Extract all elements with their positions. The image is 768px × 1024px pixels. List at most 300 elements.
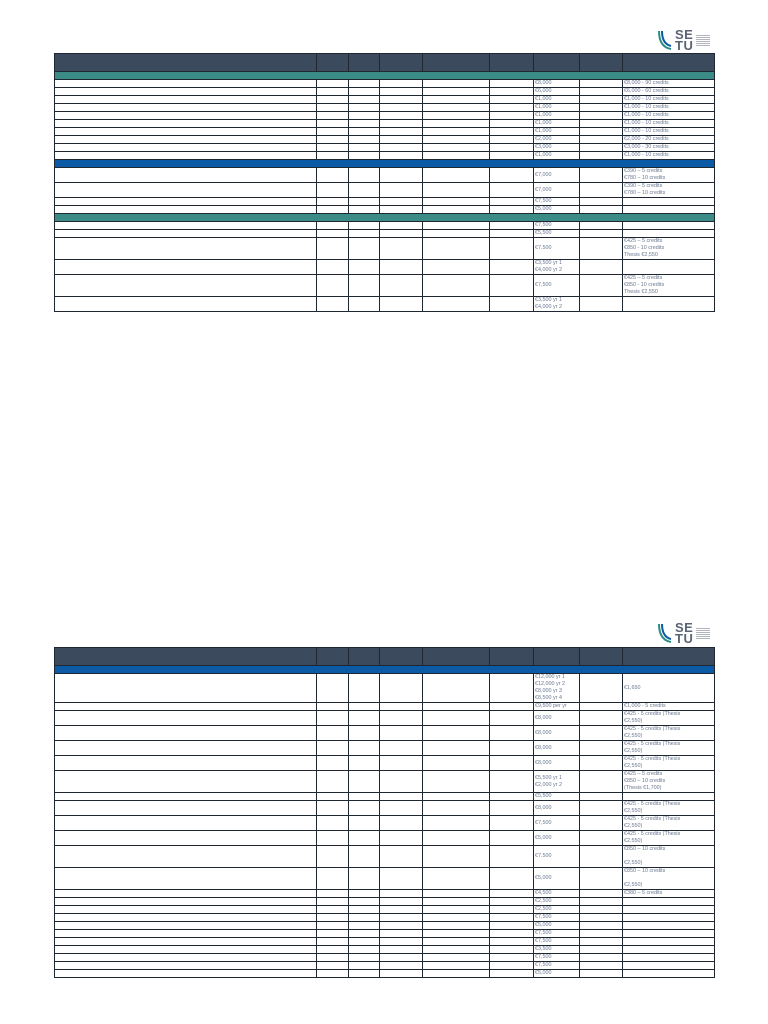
table-cell (490, 868, 534, 890)
table-cell (490, 946, 534, 954)
table-cell (380, 962, 423, 970)
module-line (624, 875, 713, 882)
fee-line: €12,000 yr 1 (535, 674, 565, 680)
table-cell (55, 275, 317, 297)
header-cell (580, 54, 623, 72)
table-cell (380, 297, 423, 312)
fee-line: €6,000 (535, 88, 552, 94)
table-cell (580, 80, 623, 88)
table-cell (349, 711, 380, 726)
table-cell (317, 703, 349, 711)
table-cell (423, 938, 490, 946)
module-fee-cell (623, 946, 715, 954)
table-cell (55, 868, 317, 890)
fee-line: €7,000 (535, 186, 552, 193)
table-cell (55, 898, 317, 906)
table-cell (317, 80, 349, 88)
header-cell (423, 648, 490, 666)
table-cell (349, 816, 380, 831)
table-cell (55, 674, 317, 703)
table-cell (423, 238, 490, 260)
module-fee-cell (623, 801, 715, 816)
table-cell (580, 206, 623, 214)
table-cell (380, 128, 423, 136)
logo-text-bottom: TU (675, 38, 694, 53)
module-line (624, 853, 713, 860)
table-cell (55, 238, 317, 260)
table-cell (490, 846, 534, 868)
fee-cell (534, 104, 580, 112)
table-cell (55, 198, 317, 206)
fee-cell (534, 962, 580, 970)
table-cell (580, 793, 623, 801)
table-cell (423, 970, 490, 978)
fee-cell (534, 793, 580, 801)
table-cell (349, 906, 380, 914)
table-cell (380, 930, 423, 938)
table-cell (317, 112, 349, 120)
table-cell (55, 946, 317, 954)
module-fee-cell (623, 104, 715, 112)
table-cell (349, 954, 380, 962)
fee-line: €1,000 (535, 112, 552, 118)
table-cell (317, 771, 349, 793)
table-cell (349, 275, 380, 297)
fee-cell (534, 946, 580, 954)
table-cell (490, 890, 534, 898)
table-cell (380, 890, 423, 898)
table-cell (380, 183, 423, 198)
module-line: €380 – 5 credits (624, 890, 663, 896)
fee-line: €8,000 (535, 804, 552, 811)
table-cell (423, 914, 490, 922)
table-row (55, 275, 715, 297)
module-line: €425 – 5 credits (624, 238, 663, 244)
table-cell (380, 152, 423, 160)
section-band-blue (55, 666, 715, 674)
table-cell (55, 726, 317, 741)
table-cell (349, 260, 380, 275)
table-cell (317, 230, 349, 238)
table-cell (317, 906, 349, 914)
table-row (55, 222, 715, 230)
fee-line: €9,500 per yr (535, 703, 567, 709)
table-cell (580, 816, 623, 831)
fee-cell (534, 831, 580, 846)
section-band-cell (55, 72, 715, 80)
table-cell (380, 801, 423, 816)
module-fee-cell (623, 831, 715, 846)
fee-line: €7,500 (535, 962, 552, 968)
fee-cell (534, 816, 580, 831)
table-cell (423, 946, 490, 954)
table-cell (317, 868, 349, 890)
table-cell (580, 198, 623, 206)
module-fee-cell (623, 756, 715, 771)
table-cell (490, 793, 534, 801)
header-cell (623, 648, 715, 666)
table-cell (55, 922, 317, 930)
table-cell (317, 726, 349, 741)
table-row (55, 890, 715, 898)
table-row (55, 726, 715, 741)
table-cell (349, 128, 380, 136)
module-line: €425 – 5 credits (624, 275, 663, 281)
table-cell (55, 144, 317, 152)
table-cell (490, 260, 534, 275)
table-row (55, 88, 715, 96)
header-cell (490, 648, 534, 666)
module-fee-cell (623, 898, 715, 906)
table-cell (317, 96, 349, 104)
table-cell (490, 771, 534, 793)
module-fee-cell (623, 152, 715, 160)
fee-line: €8,500 yr 4 (535, 695, 562, 701)
table-cell (423, 136, 490, 144)
module-line: €390 – 5 credits (624, 183, 663, 189)
table-cell (55, 741, 317, 756)
module-line: €780 – 10 credits (624, 175, 666, 181)
table-cell (349, 198, 380, 206)
table-row (55, 831, 715, 846)
table-cell (349, 104, 380, 112)
logo-text-top: SE (675, 27, 694, 42)
table-cell (580, 168, 623, 183)
table-header-row (55, 648, 715, 666)
fee-line: €2,500 (535, 898, 552, 904)
logo-text-bottom: TU (675, 631, 694, 646)
table-cell (349, 206, 380, 214)
table-cell (349, 80, 380, 88)
table-row (55, 168, 715, 183)
module-fee-cell (623, 868, 715, 890)
table-row (55, 136, 715, 144)
table-cell (55, 120, 317, 128)
fee-line: €7,500 (535, 930, 552, 936)
fee-line: €5,500 (535, 793, 552, 799)
module-line: €850 – 10 credits (624, 778, 666, 784)
table-cell (317, 922, 349, 930)
fee-cell (534, 711, 580, 726)
section-band-blue (55, 160, 715, 168)
table-cell (423, 152, 490, 160)
table-cell (423, 922, 490, 930)
fee-line: €5,500 (535, 230, 552, 236)
table-cell (380, 793, 423, 801)
fee-line: €3,500 yr 1 (535, 260, 562, 266)
table-cell (380, 144, 423, 152)
table-cell (349, 970, 380, 978)
table-row (55, 112, 715, 120)
table-cell (55, 112, 317, 120)
table-cell (380, 726, 423, 741)
table-row (55, 120, 715, 128)
setu-swoosh-icon (657, 29, 673, 51)
module-line: €2,550) (624, 733, 643, 739)
module-line: €2,550) (624, 823, 643, 829)
table-cell (580, 922, 623, 930)
table-cell (317, 198, 349, 206)
table-cell (349, 222, 380, 230)
module-line: €1,650 (624, 684, 641, 691)
table-cell (349, 238, 380, 260)
table-cell (423, 868, 490, 890)
table-cell (380, 88, 423, 96)
module-line: €850 - 10 credits (624, 282, 665, 288)
table-cell (490, 962, 534, 970)
module-fee-cell (623, 741, 715, 756)
table-cell (580, 703, 623, 711)
table-cell (317, 846, 349, 868)
table-cell (580, 96, 623, 104)
table-cell (490, 674, 534, 703)
module-fee-cell (623, 674, 715, 703)
module-fee-cell (623, 890, 715, 898)
table-cell (490, 756, 534, 771)
fee-cell (534, 238, 580, 260)
table-cell (423, 726, 490, 741)
header-cell (534, 648, 580, 666)
table-cell (490, 96, 534, 104)
module-line: €1,000 - 5 credits (624, 703, 666, 709)
table-cell (317, 793, 349, 801)
fee-cell (534, 183, 580, 198)
module-fee-cell (623, 906, 715, 914)
table-cell (317, 120, 349, 128)
table-cell (490, 711, 534, 726)
table-cell (423, 756, 490, 771)
table-cell (380, 954, 423, 962)
table-cell (317, 954, 349, 962)
table-cell (55, 230, 317, 238)
fee-cell (534, 96, 580, 104)
table-cell (55, 831, 317, 846)
table-cell (380, 831, 423, 846)
table-cell (317, 128, 349, 136)
table-row (55, 703, 715, 711)
table-cell (380, 96, 423, 104)
table-cell (317, 890, 349, 898)
logo-subtitle-lines (696, 35, 710, 46)
table-cell (349, 946, 380, 954)
table-cell (380, 938, 423, 946)
table-cell (380, 741, 423, 756)
table-cell (55, 711, 317, 726)
module-line: €2,550) (624, 808, 643, 814)
fee-line: €2,000 yr 2 (535, 781, 562, 788)
table-cell (349, 846, 380, 868)
table-cell (55, 962, 317, 970)
table-cell (317, 970, 349, 978)
table-row (55, 801, 715, 816)
module-fee-cell (623, 222, 715, 230)
table-cell (490, 238, 534, 260)
table-cell (580, 152, 623, 160)
table-cell (380, 136, 423, 144)
table-cell (349, 144, 380, 152)
table-cell (580, 297, 623, 312)
table-cell (490, 230, 534, 238)
table-cell (490, 801, 534, 816)
fee-cell (534, 906, 580, 914)
table-row (55, 793, 715, 801)
table-cell (580, 726, 623, 741)
table-cell (580, 222, 623, 230)
table-row (55, 970, 715, 978)
table-cell (349, 112, 380, 120)
table-row (55, 104, 715, 112)
table-cell (580, 128, 623, 136)
table-cell (55, 890, 317, 898)
table-cell (423, 711, 490, 726)
table-row (55, 230, 715, 238)
fee-line: €7,500 (535, 914, 552, 920)
table-row (55, 906, 715, 914)
table-cell (349, 183, 380, 198)
table-cell (490, 104, 534, 112)
table-cell (490, 906, 534, 914)
table-cell (580, 275, 623, 297)
fee-cell (534, 846, 580, 868)
table-row (55, 297, 715, 312)
module-fee-cell (623, 962, 715, 970)
table-cell (349, 938, 380, 946)
table-cell (349, 756, 380, 771)
fee-cell (534, 703, 580, 711)
table-cell (490, 120, 534, 128)
table-cell (423, 206, 490, 214)
module-fee-cell (623, 970, 715, 978)
table-cell (490, 970, 534, 978)
table-cell (580, 846, 623, 868)
module-fee-cell (623, 816, 715, 831)
table-cell (490, 275, 534, 297)
table-cell (423, 168, 490, 183)
table-cell (490, 88, 534, 96)
table-cell (317, 152, 349, 160)
fee-line: €8,000 yr 3 (535, 688, 562, 694)
table-cell (580, 890, 623, 898)
module-line: €1,000 - 10 credits (624, 112, 669, 118)
fee-cell (534, 801, 580, 816)
module-line: €850 – 10 credits (624, 846, 666, 852)
module-line: €1,000 - 10 credits (624, 152, 669, 158)
table-cell (55, 168, 317, 183)
table-cell (380, 238, 423, 260)
header-cell (580, 648, 623, 666)
fee-line: €8,000 (535, 729, 552, 736)
table-cell (580, 906, 623, 914)
table-cell (580, 954, 623, 962)
table-cell (317, 168, 349, 183)
module-fee-cell (623, 128, 715, 136)
table-cell (490, 80, 534, 88)
table-cell (490, 726, 534, 741)
header-cell (317, 648, 349, 666)
module-line: €425 - 5 credits (Thesis (624, 741, 681, 747)
table-cell (380, 80, 423, 88)
table-cell (380, 946, 423, 954)
table-cell (349, 230, 380, 238)
table-cell (317, 898, 349, 906)
fee-cell (534, 898, 580, 906)
table-cell (380, 120, 423, 128)
table-cell (580, 756, 623, 771)
table-cell (380, 206, 423, 214)
table-cell (423, 846, 490, 868)
table-cell (349, 922, 380, 930)
table-cell (317, 104, 349, 112)
table-cell (423, 674, 490, 703)
table-cell (580, 183, 623, 198)
fee-cell (534, 970, 580, 978)
table-cell (580, 771, 623, 793)
fee-cell (534, 168, 580, 183)
fee-line: €1,000 (535, 128, 552, 134)
fee-line: €7,500 (535, 222, 552, 228)
fee-cell (534, 954, 580, 962)
table-cell (317, 260, 349, 275)
table-cell (349, 88, 380, 96)
module-line: €1,000 - 10 credits (624, 104, 669, 110)
table-cell (580, 88, 623, 96)
fee-cell (534, 120, 580, 128)
table-cell (55, 96, 317, 104)
fee-line: €5,000 (535, 206, 552, 212)
table-cell (55, 846, 317, 868)
table-cell (55, 756, 317, 771)
table-cell (490, 930, 534, 938)
fee-cell (534, 922, 580, 930)
fee-line: €2,500 (535, 906, 552, 912)
module-line: €2,550) (624, 860, 643, 866)
table-cell (580, 801, 623, 816)
logo-subtitle-lines (696, 628, 710, 639)
module-fee-cell (623, 88, 715, 96)
table-cell (580, 970, 623, 978)
table-cell (380, 868, 423, 890)
table-cell (380, 104, 423, 112)
table-row (55, 674, 715, 703)
table-cell (423, 816, 490, 831)
table-cell (423, 88, 490, 96)
module-line: Thesis €2,550 (624, 289, 658, 295)
table-cell (55, 914, 317, 922)
module-fee-cell (623, 297, 715, 312)
table-row (55, 771, 715, 793)
table-cell (55, 297, 317, 312)
table-cell (55, 793, 317, 801)
module-line: €1,000 - 10 credits (624, 96, 669, 102)
table-cell (490, 128, 534, 136)
fee-cell (534, 230, 580, 238)
header-cell (623, 54, 715, 72)
table-cell (423, 183, 490, 198)
fee-line: €7,500 (535, 282, 552, 288)
table-cell (580, 260, 623, 275)
table-cell (423, 80, 490, 88)
table-cell (490, 954, 534, 962)
fee-line: €5,000 (535, 834, 552, 841)
table-cell (349, 152, 380, 160)
fee-cell (534, 741, 580, 756)
module-fee-cell (623, 96, 715, 104)
table-cell (423, 120, 490, 128)
module-line: €425 - 5 credits (Thesis (624, 801, 681, 807)
table-cell (580, 962, 623, 970)
module-line: €425 - 5 credits (Thesis (624, 756, 681, 762)
setu-swoosh-icon (657, 622, 673, 644)
